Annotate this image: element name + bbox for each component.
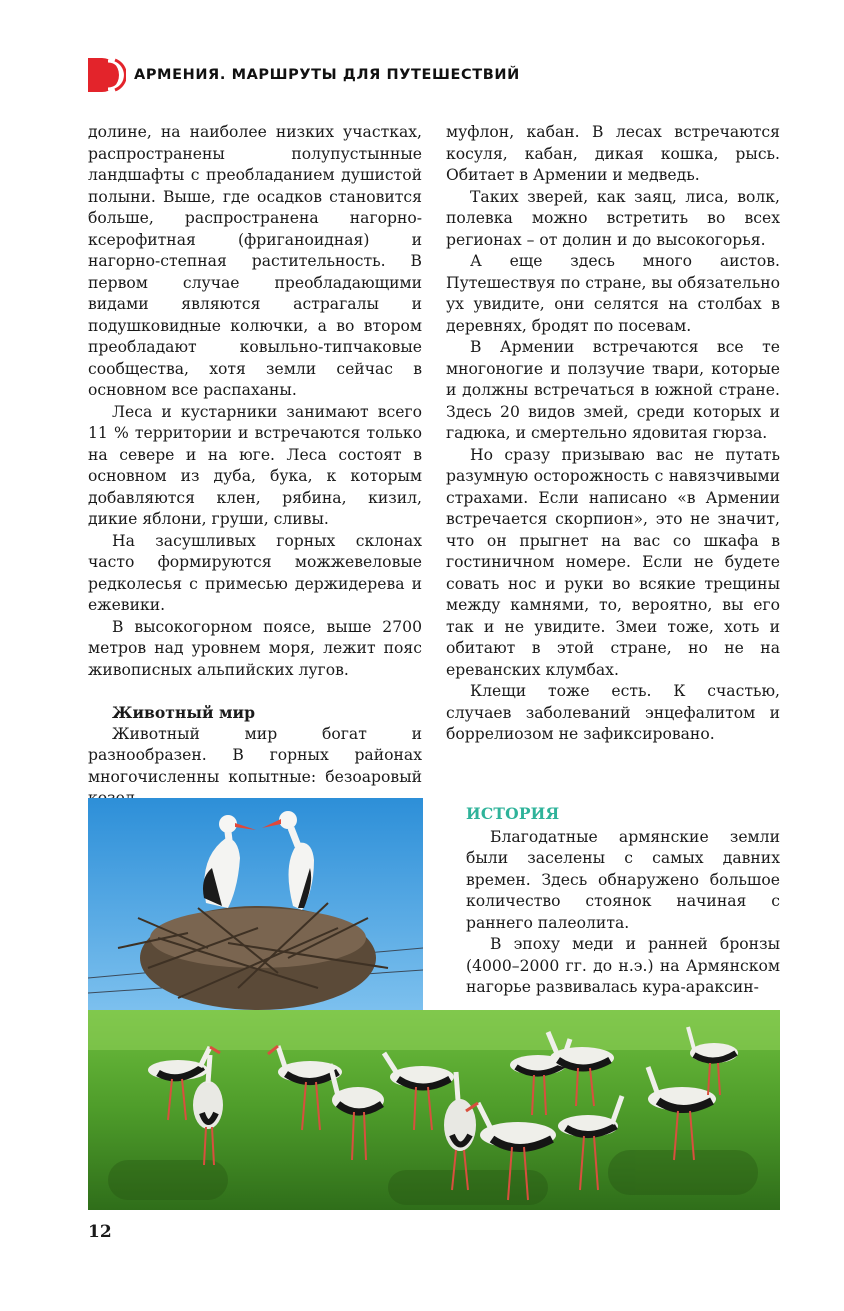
paragraph: В эпоху меди и ранней бронзы (4000–2000 гг. до н.э.) на Армянском нагорье развивалась кура-араксин- <box>466 935 780 996</box>
left-column <box>88 122 422 810</box>
paragraph: Но сразу призываю вас не путать разумную осторожность с навязчивыми страхами. Если написано «в Армении встречается скорпион», это не значит, что он прыгнет на вас со шкафа в гостиничном номере. Если не будете совать нос и руки во всякие трещины между камнями, то, вероятно, вы его так и не увидите. Змеи тоже, хоть и обитают в этой стране, но не на ереванских клумбах. <box>446 445 780 679</box>
paragraph: В высокогорном поясе, выше 2700 метров над уровнем моря, лежит пояс живописных альпийских лугов. <box>88 617 422 679</box>
paragraph: В Армении встречаются все те многоногие и ползучие твари, которые и должны встречаться в южной стране. Здесь 20 видов змей, среди которых и гадюка, и смертельно ядовитая гюрза. <box>446 338 780 442</box>
paragraph: На засушливых горных склонах часто формируются можжевеловые редколесья с примесью держидерева и ежевики. <box>88 531 422 614</box>
header-title: АРМЕНИЯ. МАРШРУТЫ ДЛЯ ПУТЕШЕСТВИЙ <box>134 67 520 83</box>
paragraph: долине, на наиболее низких участках, распространены полупустынные ландшафты с преобладанием душистой полыни. Выше, где осадков становится больше, распространена нагорно-ксерофитная (фриганоидная) и нагорно-степная растительность. В первом случае преобладающими видами являются астрагалы и подушковидные колючки, а во втором преобладают ковыльно-типчаковые сообщества, хотя земли сейчас в основном все распаханы. <box>88 123 422 399</box>
paragraph: Таких зверей, как заяц, лиса, волк, полевка можно встретить во всех регионах – от долин и до высокогорья. <box>446 187 780 249</box>
paragraph: муфлон, кабан. В лесах встречаются косуля, кабан, дикая кошка, рысь. Обитает в Армении и медведь. <box>446 123 780 184</box>
paragraph: Леса и кустарники занимают всего 11 % территории и встречаются только на севере и на юге. Леса состоят в основном из дуба, бука, к которым добавляются клен, рябина, кизил, дикие яблони, груши, сливы. <box>88 402 422 528</box>
red-d-logo-icon <box>88 58 126 92</box>
right-column <box>446 122 780 746</box>
page-number: 12 <box>88 1222 112 1242</box>
paragraph: Клещи тоже есть. К счастью, случаев заболеваний энцефалитом и боррелиозом не зафиксировано. <box>446 682 780 743</box>
history-title: ИСТОРИЯ <box>466 804 560 823</box>
paragraph: Благодатные армянские земли были заселены с самых давних времен. Здесь обнаружено большое количество стоянок начиная с раннего палеолита. <box>466 827 780 932</box>
storks-field-photo <box>88 1010 780 1210</box>
running-header <box>88 58 520 92</box>
paragraph: Животный мир богат и разнообразен. В горных районах многочисленны копытные: безоаровый <box>88 724 422 786</box>
stork-nest-photo <box>88 798 423 1010</box>
paragraph: А еще здесь много аистов. Путешествуя по стране, вы обязательно ух увидите, они селятся на столбах в деревнях, бродят по посевам. <box>446 252 780 335</box>
history-section <box>466 803 780 999</box>
fauna-subheading: Животный мир <box>112 703 255 722</box>
